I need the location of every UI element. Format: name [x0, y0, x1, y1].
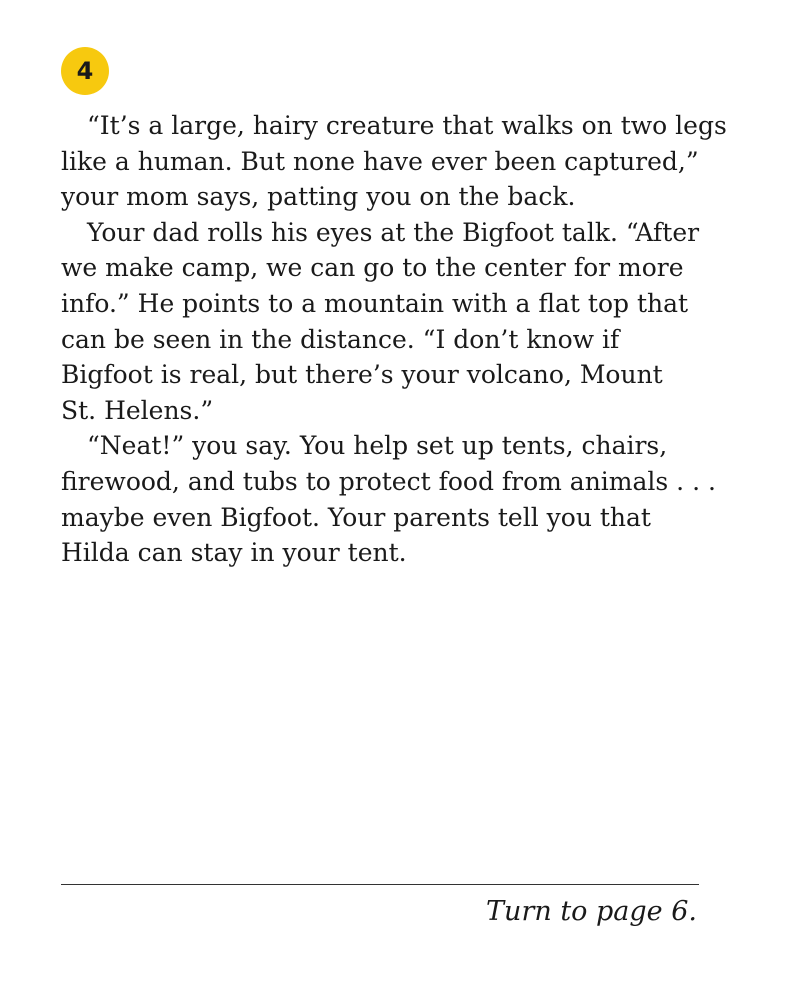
- paragraph-2: [61, 215, 721, 429]
- story-line: Your dad rolls his eyes at the Bigfoot talk. “After: [87, 217, 700, 247]
- story-line: maybe even Bigfoot. Your parents tell you that: [61, 502, 651, 532]
- story-line: your mom says, patting you on the back.: [61, 182, 576, 212]
- story-line: Bigfoot is real, but there’s your volcano, Mount: [61, 360, 663, 390]
- story-line: Hilda can stay in your tent.: [61, 538, 407, 568]
- story-line: can be seen in the distance. “I don’t know if: [61, 324, 620, 354]
- story-line: “It’s a large, hairy creature that walks on two legs: [87, 111, 727, 140]
- story-line: “Neat!” you say. You help set up tents, chairs,: [87, 431, 668, 461]
- turn-to-page-link[interactable]: Turn to page 6.: [486, 896, 697, 927]
- story-line: we make camp, we can go to the center for more: [61, 253, 684, 283]
- paragraph-3: [61, 428, 721, 570]
- page-number: 4: [76, 57, 94, 85]
- story-line: like a human. But none have ever been captured,”: [61, 146, 699, 176]
- footer-divider: [61, 884, 699, 885]
- story-text: [61, 108, 727, 571]
- paragraph-1: [61, 108, 727, 215]
- story-line: St. Helens.”: [61, 395, 214, 425]
- story-line: info.” He points to a mountain with a flat top that: [61, 288, 689, 318]
- page-number-badge: [61, 47, 109, 95]
- story-line: firewood, and tubs to protect food from animals . . .: [61, 466, 716, 496]
